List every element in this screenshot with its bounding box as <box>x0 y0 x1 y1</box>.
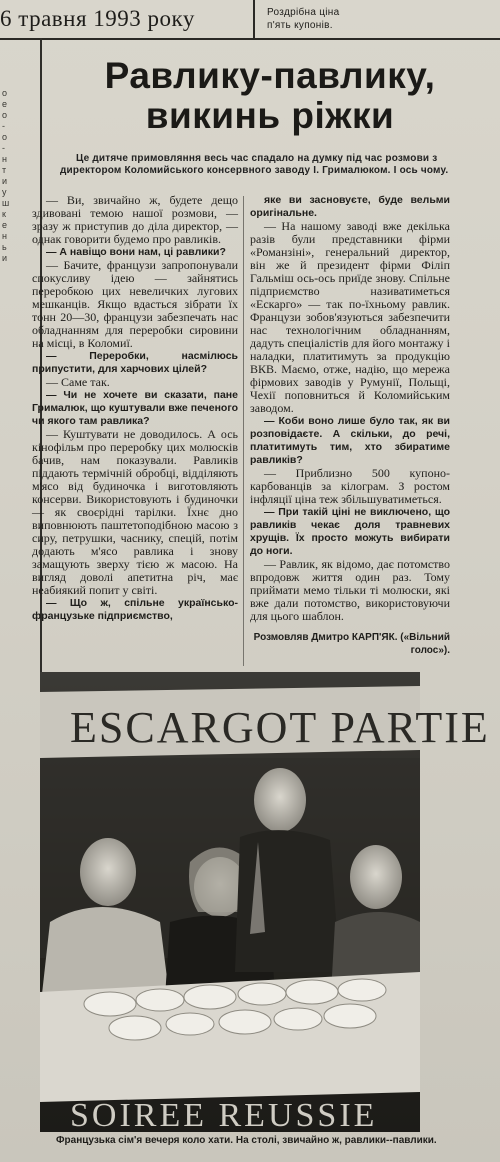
margin-fragment: н <box>2 231 7 241</box>
interview-question: — Переробки, насмілюсь припустити, для харчових цілей? <box>32 350 238 375</box>
margin-fragment: е <box>2 220 8 230</box>
photo-table-text: SOIREE REUSSIE <box>70 1097 378 1134</box>
title-line-2: викинь ріжки <box>145 95 395 136</box>
margin-fragment: к <box>2 209 6 219</box>
header-divider <box>253 0 255 40</box>
margin-fragment: о <box>2 110 8 120</box>
margin-fragment: т <box>2 165 7 175</box>
margin-fragment: о <box>2 88 8 98</box>
interview-answer: — Равлик, як відомо, дає потомство впродовж життя один раз. Тому приймати мемо тільки ті молюски, які вже дали потомство, використовуючи для цього шаблон. <box>250 557 450 623</box>
interview-answer: — На нашому заводі вже декілька разів були представники фірми «Романзіні», генеральний директор, він же й президент фірми Філіп Гальміш ось-ось приїде знову. Спільне підприємство називатиметься «Ескарго» — так по-їхньому равлик. Французи зобов'язуються забезпечити нас технологічним обладнанням, дадуть спеціалістів для його монтажу і наладки, платитимуть за продукцію ВКВ. Маємо, отже, надію, що мережа фірмових заводів у Румунії, Польщі, Чехії поповниться й Коломийським заводом. <box>250 219 450 415</box>
interview-question: — Чи не хочете ви сказати, пане Грималюк, що куштували вже печеного чи якого там равлика? <box>32 389 238 427</box>
margin-fragment: - <box>2 121 5 131</box>
issue-date: 6 травня 1993 року <box>0 6 195 31</box>
price-line-1: Роздрібна ціна <box>267 7 340 18</box>
margin-fragment: н <box>2 154 7 164</box>
article-column-left <box>32 194 238 623</box>
interview-answer: — Ви, звичайно ж, будете дещо здивовані темою нашої розмови, — зразу ж приступив до діла директор, — однак говорити будемо про равликів. <box>32 193 238 246</box>
price-note <box>267 6 340 32</box>
interview-answer: — Саме так. <box>46 375 110 389</box>
article-lead: Це дитяче примовляння весь час спадало на думку під час розмови з директором Коломийського консервного заводу І. Грималюком. І ось чому. <box>60 153 449 176</box>
interview-answer: — Бачите, французи запропонували спокусливу ідею — зайнятись переробкою цих невеличких лугових мешканців. Якщо вдасться зібрати їх тонн 20—30, французи забезпечать нас обладнанням для переробки сировини на місці, в Коломиї. <box>32 258 238 350</box>
title-line-1: Равлику-павлику, <box>104 55 436 96</box>
interview-question: яке ви засновуєте, буде вельми оригінальне. <box>250 194 450 219</box>
interview-answer: — Приблизно 500 купоно-карбованців за кілограм. З ростом інфляції ціна теж збільшуватиметься. <box>250 466 450 506</box>
margin-fragment: у <box>2 187 7 197</box>
margin-fragment: и <box>2 253 8 263</box>
article-title <box>44 56 496 136</box>
header-rule <box>0 38 500 40</box>
interview-question: — А навіщо вони нам, ці равлики? <box>46 246 226 258</box>
margin-fragment: и <box>2 176 8 186</box>
interview-question: — Що ж, спільне українсько-французьке підприємство, <box>32 597 238 622</box>
margin-fragment: ь <box>2 242 7 252</box>
margin-fragment: ш <box>2 198 10 208</box>
article-photo <box>40 672 490 1134</box>
interview-question: — При такій ціні не виключено, що равликів чекає доля травневих хрущів. Їх просто можуть вибирати до ноги. <box>250 506 450 557</box>
price-line-2: п'ять купонів. <box>267 20 333 31</box>
photo-caption: Французька сім'я вечеря коло хати. На столі, звичайно ж, равлики--павлики. <box>56 1135 437 1146</box>
photo-illustration <box>40 672 490 1134</box>
margin-fragment: о <box>2 132 8 142</box>
photo-banner-text: ESCARGOT PARTIE <box>70 703 490 752</box>
interview-answer: — Куштувати не доводилось. А ось кінофільм про переробку цих молюсків бачив, нам показували. Равликів піддають термічній обробці, відділяють м'ясо від будиночка і виготовляють консерви. Використовують і будиночки — як своєрідні тарілки. Їхнє дно виповнюють паштетоподібною масою з сиру, петрушки, часнику, спецій, потім додають м'ясо равлика і знову замащують зверху тією ж масою. На вигляд доволі апетитна річ, має неабиякий попит у світі. <box>32 427 238 597</box>
margin-fragment: - <box>2 143 5 153</box>
margin-fragment: е <box>2 99 8 109</box>
column-divider <box>243 196 244 666</box>
article-column-right <box>250 194 450 657</box>
interview-question: — Коби воно лише було так, як ви розповідаєте. А скільки, до речі, платитимуть тим, хто збиратиме равликів? <box>250 415 450 466</box>
article-byline: Розмовляв Дмитро КАРП'ЯК. («Вільний голос»). <box>253 632 450 656</box>
